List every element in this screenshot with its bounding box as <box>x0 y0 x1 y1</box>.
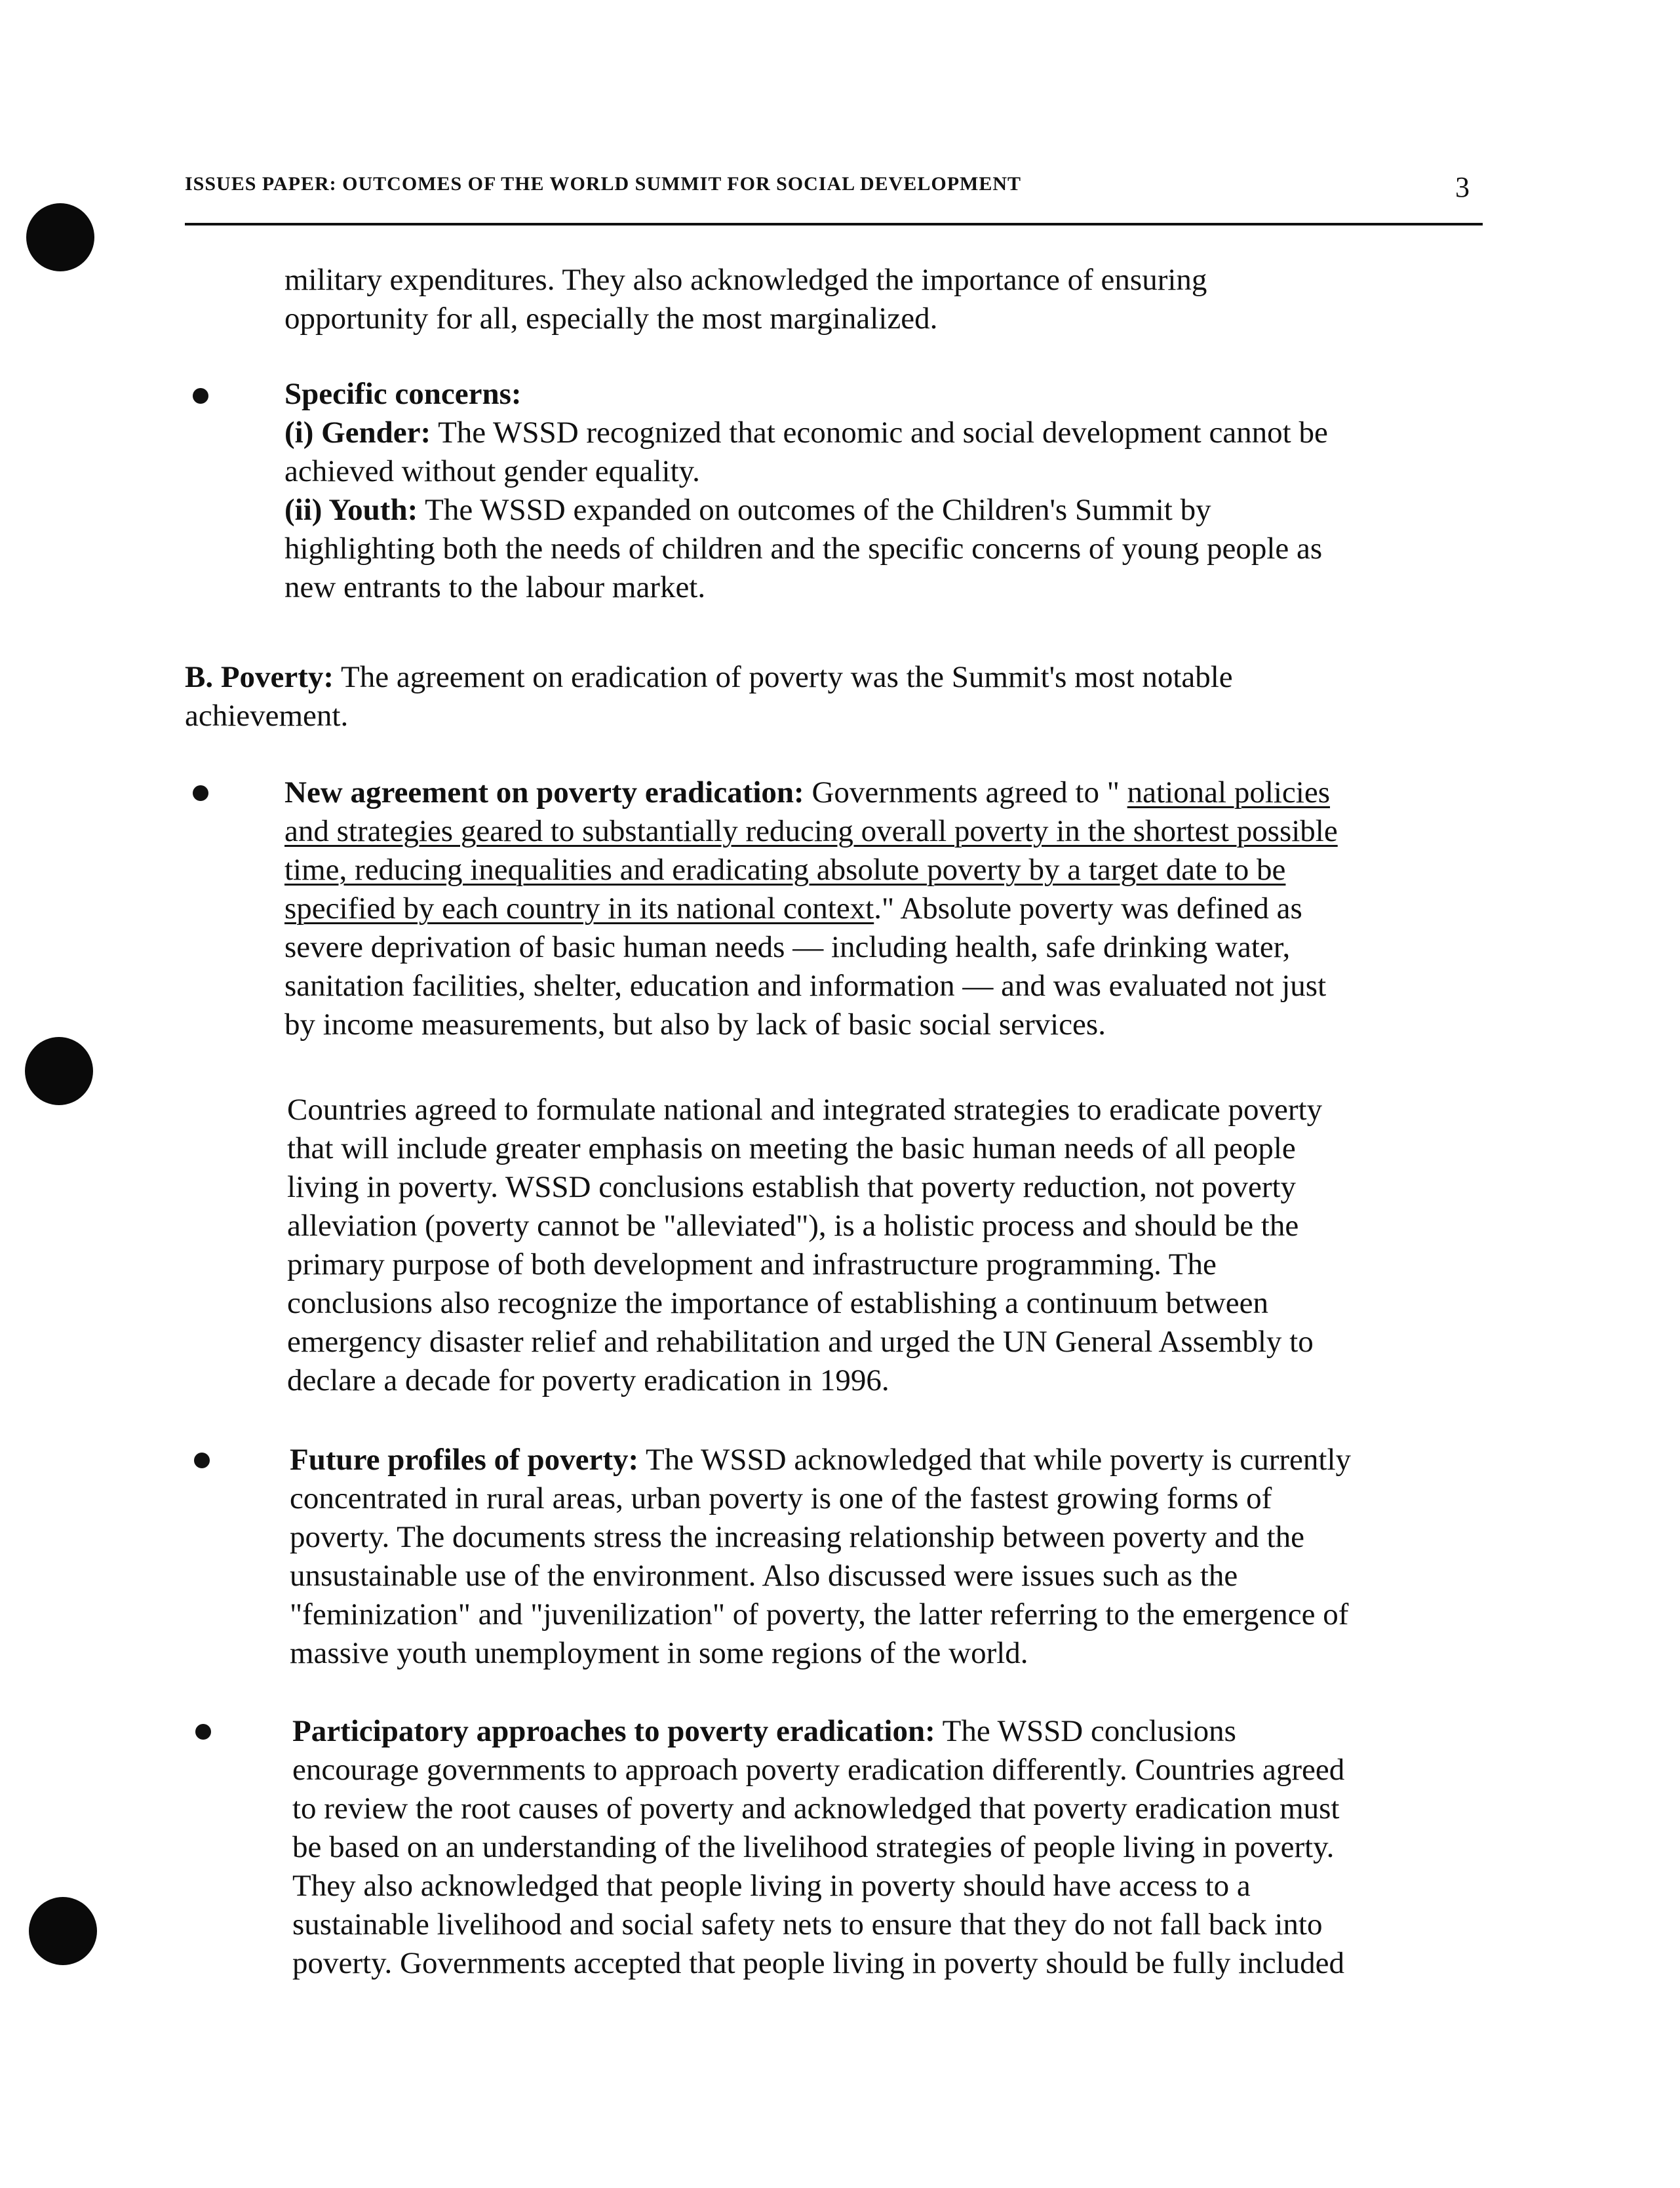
text-line: The agreement on eradication of poverty was the Summit's most notable <box>334 660 1233 694</box>
text-line: Countries agreed to formulate national and integrated strategies to eradicate poverty <box>287 1093 1323 1127</box>
gender-label: (i) Gender: <box>284 416 431 450</box>
text-line: Governments agreed to " <box>804 775 1127 810</box>
intro-continuation <box>284 261 1207 338</box>
text-line: achieved without gender equality. <box>284 454 700 488</box>
text-line: be based on an understanding of the livelihood strategies of people living in poverty. <box>292 1830 1335 1864</box>
text-line: unsustainable use of the environment. Also discussed were issues such as the <box>290 1559 1238 1593</box>
text-line: poverty. Governments accepted that people living in poverty should be fully included <box>292 1946 1344 1980</box>
text-line: The WSSD recognized that economic and social development cannot be <box>431 416 1328 450</box>
bullet-future-profiles <box>194 1453 210 1468</box>
bullet-specific-concerns <box>193 388 208 404</box>
participatory-label: Participatory approaches to poverty eradication: <box>292 1714 935 1748</box>
text-line: severe deprivation of basic human needs — including health, safe drinking water, <box>284 930 1291 964</box>
text-line: sanitation facilities, shelter, education and information — and was evaluated not just <box>284 969 1327 1003</box>
text-line: concentrated in rural areas, urban poverty is one of the fastest growing forms of <box>290 1481 1272 1515</box>
new-agreement-block <box>284 773 1338 1044</box>
text-line: ." Absolute poverty was defined as <box>874 891 1302 926</box>
specific-concerns-heading: Specific concerns: <box>284 377 522 411</box>
poverty-section-intro <box>185 658 1233 735</box>
text-line: by income measurements, but also by lack of basic social services. <box>284 1007 1106 1042</box>
specific-concerns-block <box>284 375 1328 607</box>
text-line: that will include greater emphasis on meeting the basic human needs of all people <box>287 1131 1296 1165</box>
text-line: encourage governments to approach poverty eradication differently. Countries agreed <box>292 1753 1345 1787</box>
text-line: to review the root causes of poverty and acknowledged that poverty eradication must <box>292 1791 1340 1826</box>
text-line: living in poverty. WSSD conclusions establish that poverty reduction, not poverty <box>287 1170 1297 1204</box>
bullet-new-agreement <box>193 785 208 801</box>
text-line: The WSSD acknowledged that while poverty is currently <box>638 1443 1352 1477</box>
text-line: "feminization" and "juvenilization" of poverty, the latter referring to the emergence of <box>290 1597 1349 1631</box>
text-line: massive youth unemployment in some regions of the world. <box>290 1636 1028 1670</box>
text-line: highlighting both the needs of children and the specific concerns of young people as <box>284 532 1323 566</box>
page-header <box>185 168 1483 225</box>
text-line: new entrants to the labour market. <box>284 570 706 604</box>
quoted-text: specified by each country in its national context <box>284 891 874 926</box>
future-profiles-block <box>290 1441 1351 1673</box>
text-line: emergency disaster relief and rehabilitation and urged the UN General Assembly to <box>287 1325 1314 1359</box>
bullet-participatory <box>195 1724 211 1740</box>
text-line: military expenditures. They also acknowledged the importance of ensuring <box>284 263 1207 297</box>
quoted-text: time, reducing inequalities and eradicating absolute poverty by a target date to be <box>284 853 1286 887</box>
binder-hole-middle <box>25 1037 93 1105</box>
text-line: poverty. The documents stress the increasing relationship between poverty and the <box>290 1520 1304 1554</box>
text-line: achievement. <box>185 699 349 733</box>
quoted-text: and strategies geared to substantially reducing overall poverty in the shortest possible <box>284 814 1338 848</box>
text-line: alleviation (poverty cannot be "alleviated"), is a holistic process and should be the <box>287 1209 1299 1243</box>
quoted-text: national policies <box>1127 775 1331 810</box>
text-line: sustainable livelihood and social safety nets to ensure that they do not fall back into <box>292 1907 1323 1942</box>
page-number: 3 <box>1455 171 1470 203</box>
text-line: They also acknowledged that people living in poverty should have access to a <box>292 1869 1251 1903</box>
future-profiles-label: Future profiles of poverty: <box>290 1443 639 1477</box>
text-line: conclusions also recognize the importance of establishing a continuum between <box>287 1286 1269 1320</box>
poverty-section-label: B. Poverty: <box>185 660 334 694</box>
countries-paragraph <box>287 1091 1322 1400</box>
text-line: The WSSD conclusions <box>935 1714 1236 1748</box>
participatory-block <box>292 1712 1344 1983</box>
binder-hole-top <box>26 203 94 271</box>
youth-label: (ii) Youth: <box>284 493 418 527</box>
text-line: declare a decade for poverty eradication in 1996. <box>287 1363 889 1397</box>
text-line: primary purpose of both development and infrastructure programming. The <box>287 1247 1217 1281</box>
text-line: opportunity for all, especially the most marginalized. <box>284 302 938 336</box>
new-agreement-label: New agreement on poverty eradication: <box>284 775 804 810</box>
binder-hole-bottom <box>29 1897 97 1965</box>
text-line: The WSSD expanded on outcomes of the Children's Summit by <box>418 493 1211 527</box>
header-title: ISSUES PAPER: OUTCOMES OF THE WORLD SUMMIT FOR SOCIAL DEVELOPMENT <box>185 173 1022 195</box>
